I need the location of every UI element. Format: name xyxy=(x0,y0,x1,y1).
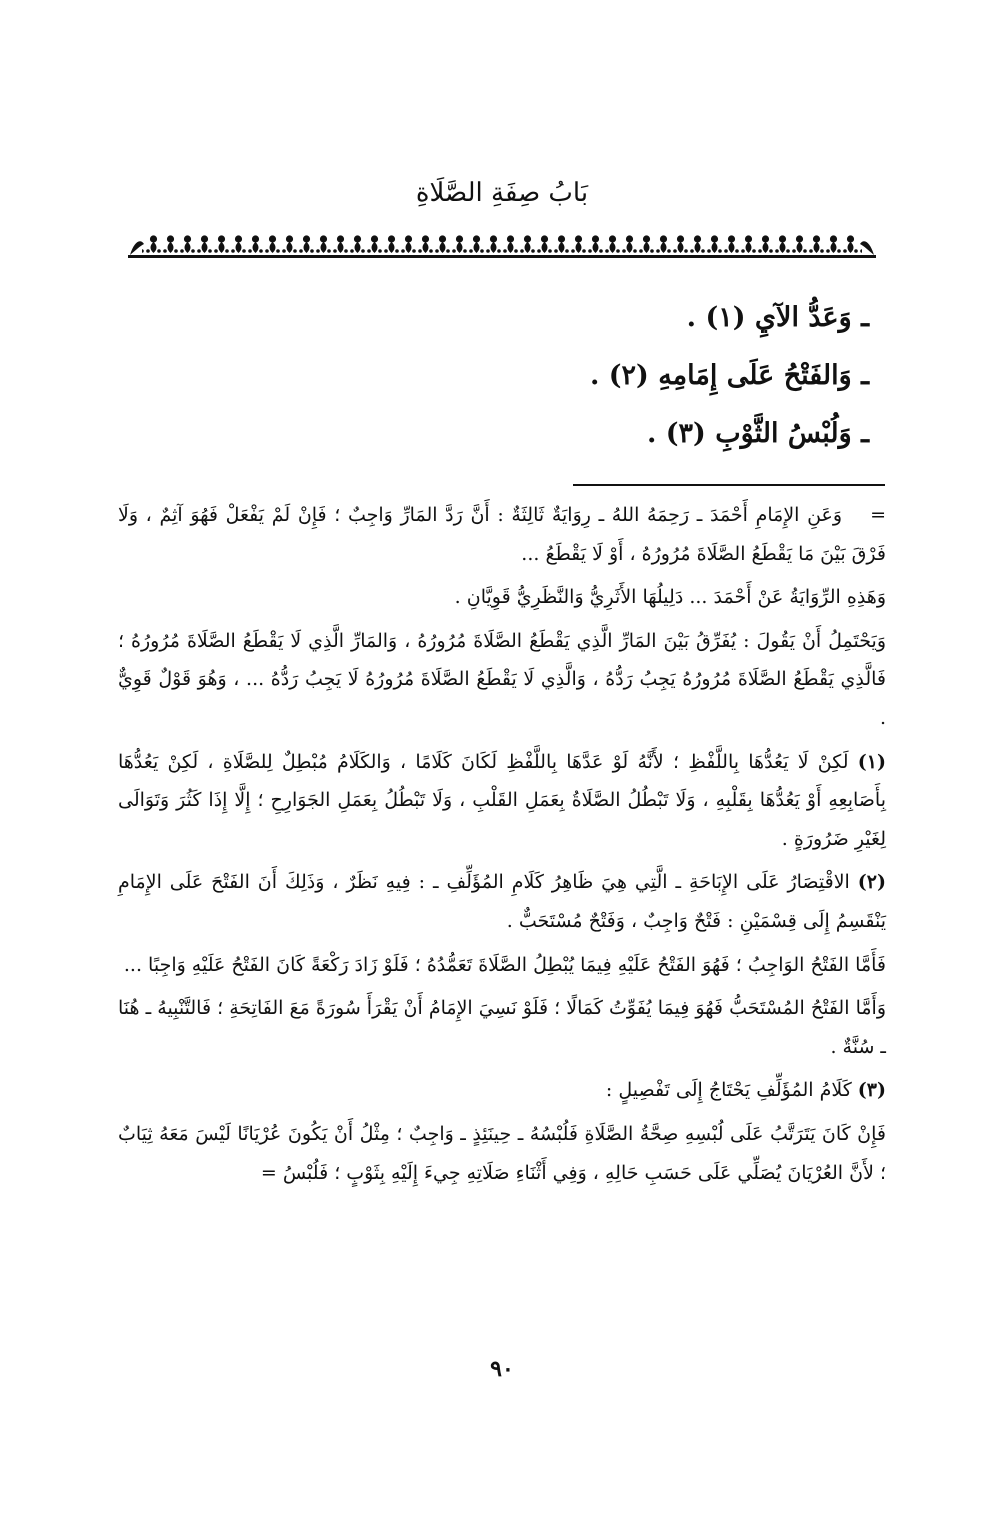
footnote-number: (٢) xyxy=(857,871,886,894)
main-text xyxy=(369,296,869,470)
footnote-number: (١) xyxy=(857,750,886,773)
footnote-2: (٢) الاقْتِصَارُ عَلَى الإِبَاحَةِ ـ الَّتِي هِيَ ظَاهِرُ كَلَامِ المُؤَلِّفِ ـ : فِيهِ نَظَرٌ ، وَذَلِكَ أَنَ الفَتْحَ عَلَى الإِمَامِ يَنْقَسِمُ إِلَى قِسْمَيْنِ : فَتْحٌ وَاجِبٌ ، وَفَتْحٌ مُسْتَحَبٌّ . xyxy=(118,871,886,932)
footnotes xyxy=(118,496,886,1197)
main-line: ـ وَلُبْسُ الثَّوْبِ (٣) . xyxy=(646,418,869,449)
continuation-mark: = xyxy=(870,504,886,526)
chapter-title: بَابُ صِفَةِ الصَّلَاةِ xyxy=(415,178,589,208)
footnote-paragraph: وَيَحْتَمِلُ أَنْ يَقُولَ : يُفَرِّقُ بَيْنَ المَارِّ الَّذِي يَقْطَعُ الصَّلَاةَ مُرُورُهُ ، وَالمَارِّ الَّذِي لَا يَقْطَعُ الصَّلَاةَ مُرُورُهُ ؛ فَالَّذِي يَقْطَعُ الصَّلَاةَ مُرُورُهُ يَجِبُ رَدُّهُ ، وَالَّذِي لَا يَقْطَعُ الصَّلَاةَ مُرُورُهُ لَا يَجِبُ رَدُّهُ ... ، وَهُوَ قَوْلٌ قَوِيٌّ . xyxy=(118,629,886,729)
footnote-paragraph: وَهَذِهِ الرِّوَايَةُ عَنْ أَحْمَدَ ... دَلِيلُهَا الأَثَرِيُّ وَالنَّظَرِيُّ قَوِيَّانِ . xyxy=(454,586,886,609)
footnote-number: (٣) xyxy=(857,1079,886,1102)
footnote-3: (٣) كَلَامُ المُؤَلِّفِ يَحْتَاجُ إِلَى تَفْصِيلٍ : xyxy=(605,1079,886,1102)
footnote-continuation: =وَعَنِ الإِمَامِ أَحْمَدَ ـ رَحِمَهُ اللهُ ـ رِوَايَةٌ ثَالِثَةٌ : أَنَّ رَدَّ المَارِّ وَاجِبٌ ؛ فَإِنْ لَمْ يَفْعَلْ فَهُوَ آثِمٌ ، وَلَا فَرْقَ بَيْنَ مَا يَقْطَعُ الصَّلَاةَ مُرُورُهُ ، أَوْ لَا يَقْطَعُ ... xyxy=(118,496,886,573)
main-line: ـ وَعَدُّ الآيِ (١) . xyxy=(686,302,869,333)
footnote-1: (١) لَكِنْ لَا يَعُدُّهَا بِاللَّفْظِ ؛ لأَنَّهُ لَوْ عَدَّهَا بِاللَّفْظِ لَكَانَ كَلَامًا ، وَالكَلَامُ مُبْطِلٌ لِلصَّلَاةِ ، لَكِنْ يَعُدُّهَا بِأَصَابِعِهِ أَوْ يَعُدُّهَا بِقَلْبِهِ ، وَلَا تَبْطُلُ الصَّلَاةُ بِعَمَلِ القَلْبِ ، وَلَا تَبْطُلُ بِعَمَلِ الجَوَارِحِ ؛ إِلَّا إِذَا كَثُرَ وَتَوَالَى لِغَيْرِ ضَرُورَةٍ . xyxy=(118,750,886,850)
ornamental-border xyxy=(128,232,876,258)
footnote-paragraph: فَأَمَّا الفَتْحُ الوَاجِبُ ؛ فَهُوَ الفَتْحُ عَلَيْهِ فِيمَا يُبْطِلُ الصَّلَاةَ تَعَمُّدُهُ ؛ فَلَوْ زَادَ رَكْعَةً كَانَ الفَتْحُ عَلَيْهِ وَاجِبًا ... xyxy=(123,953,886,976)
page-number: ٩٠ xyxy=(490,1356,514,1382)
main-line: ـ وَالفَتْحُ عَلَى إِمَامِهِ (٢) . xyxy=(589,360,869,391)
footnote-paragraph: فَإِنْ كَانَ يَتَرَتَّبُ عَلَى لُبْسِهِ صِحَّةُ الصَّلَاةِ فَلُبْسُهُ ـ حِينَئِذٍ ـ وَاجِبٌ ؛ مِثْلُ أَنْ يَكُونَ عُرْيَانًا لَيْسَ مَعَهُ ثِيَابٌ ؛ لأَنَّ العُرْيَانَ يُصَلِّي عَلَى حَسَبِ حَالِهِ ، وَفِي أَثْنَاءِ صَلَاتِهِ جِيءَ إِلَيْهِ بِثَوْبٍ ؛ فَلُبْسُ = xyxy=(118,1122,886,1184)
footnote-paragraph: وَأَمَّا الفَتْحُ المُسْتَحَبُّ فَهُوَ فِيمَا يُفَوِّتُ كَمَالًا ؛ فَلَوْ نَسِيَ الإِمَامُ أَنْ يَقْرَأَ سُورَةً مَعَ الفَاتِحَةِ ؛ فَالتَّنْبِيهُ ـ هُنَا ـ سُنَّةٌ . xyxy=(118,997,886,1058)
footnote-divider xyxy=(573,484,885,486)
